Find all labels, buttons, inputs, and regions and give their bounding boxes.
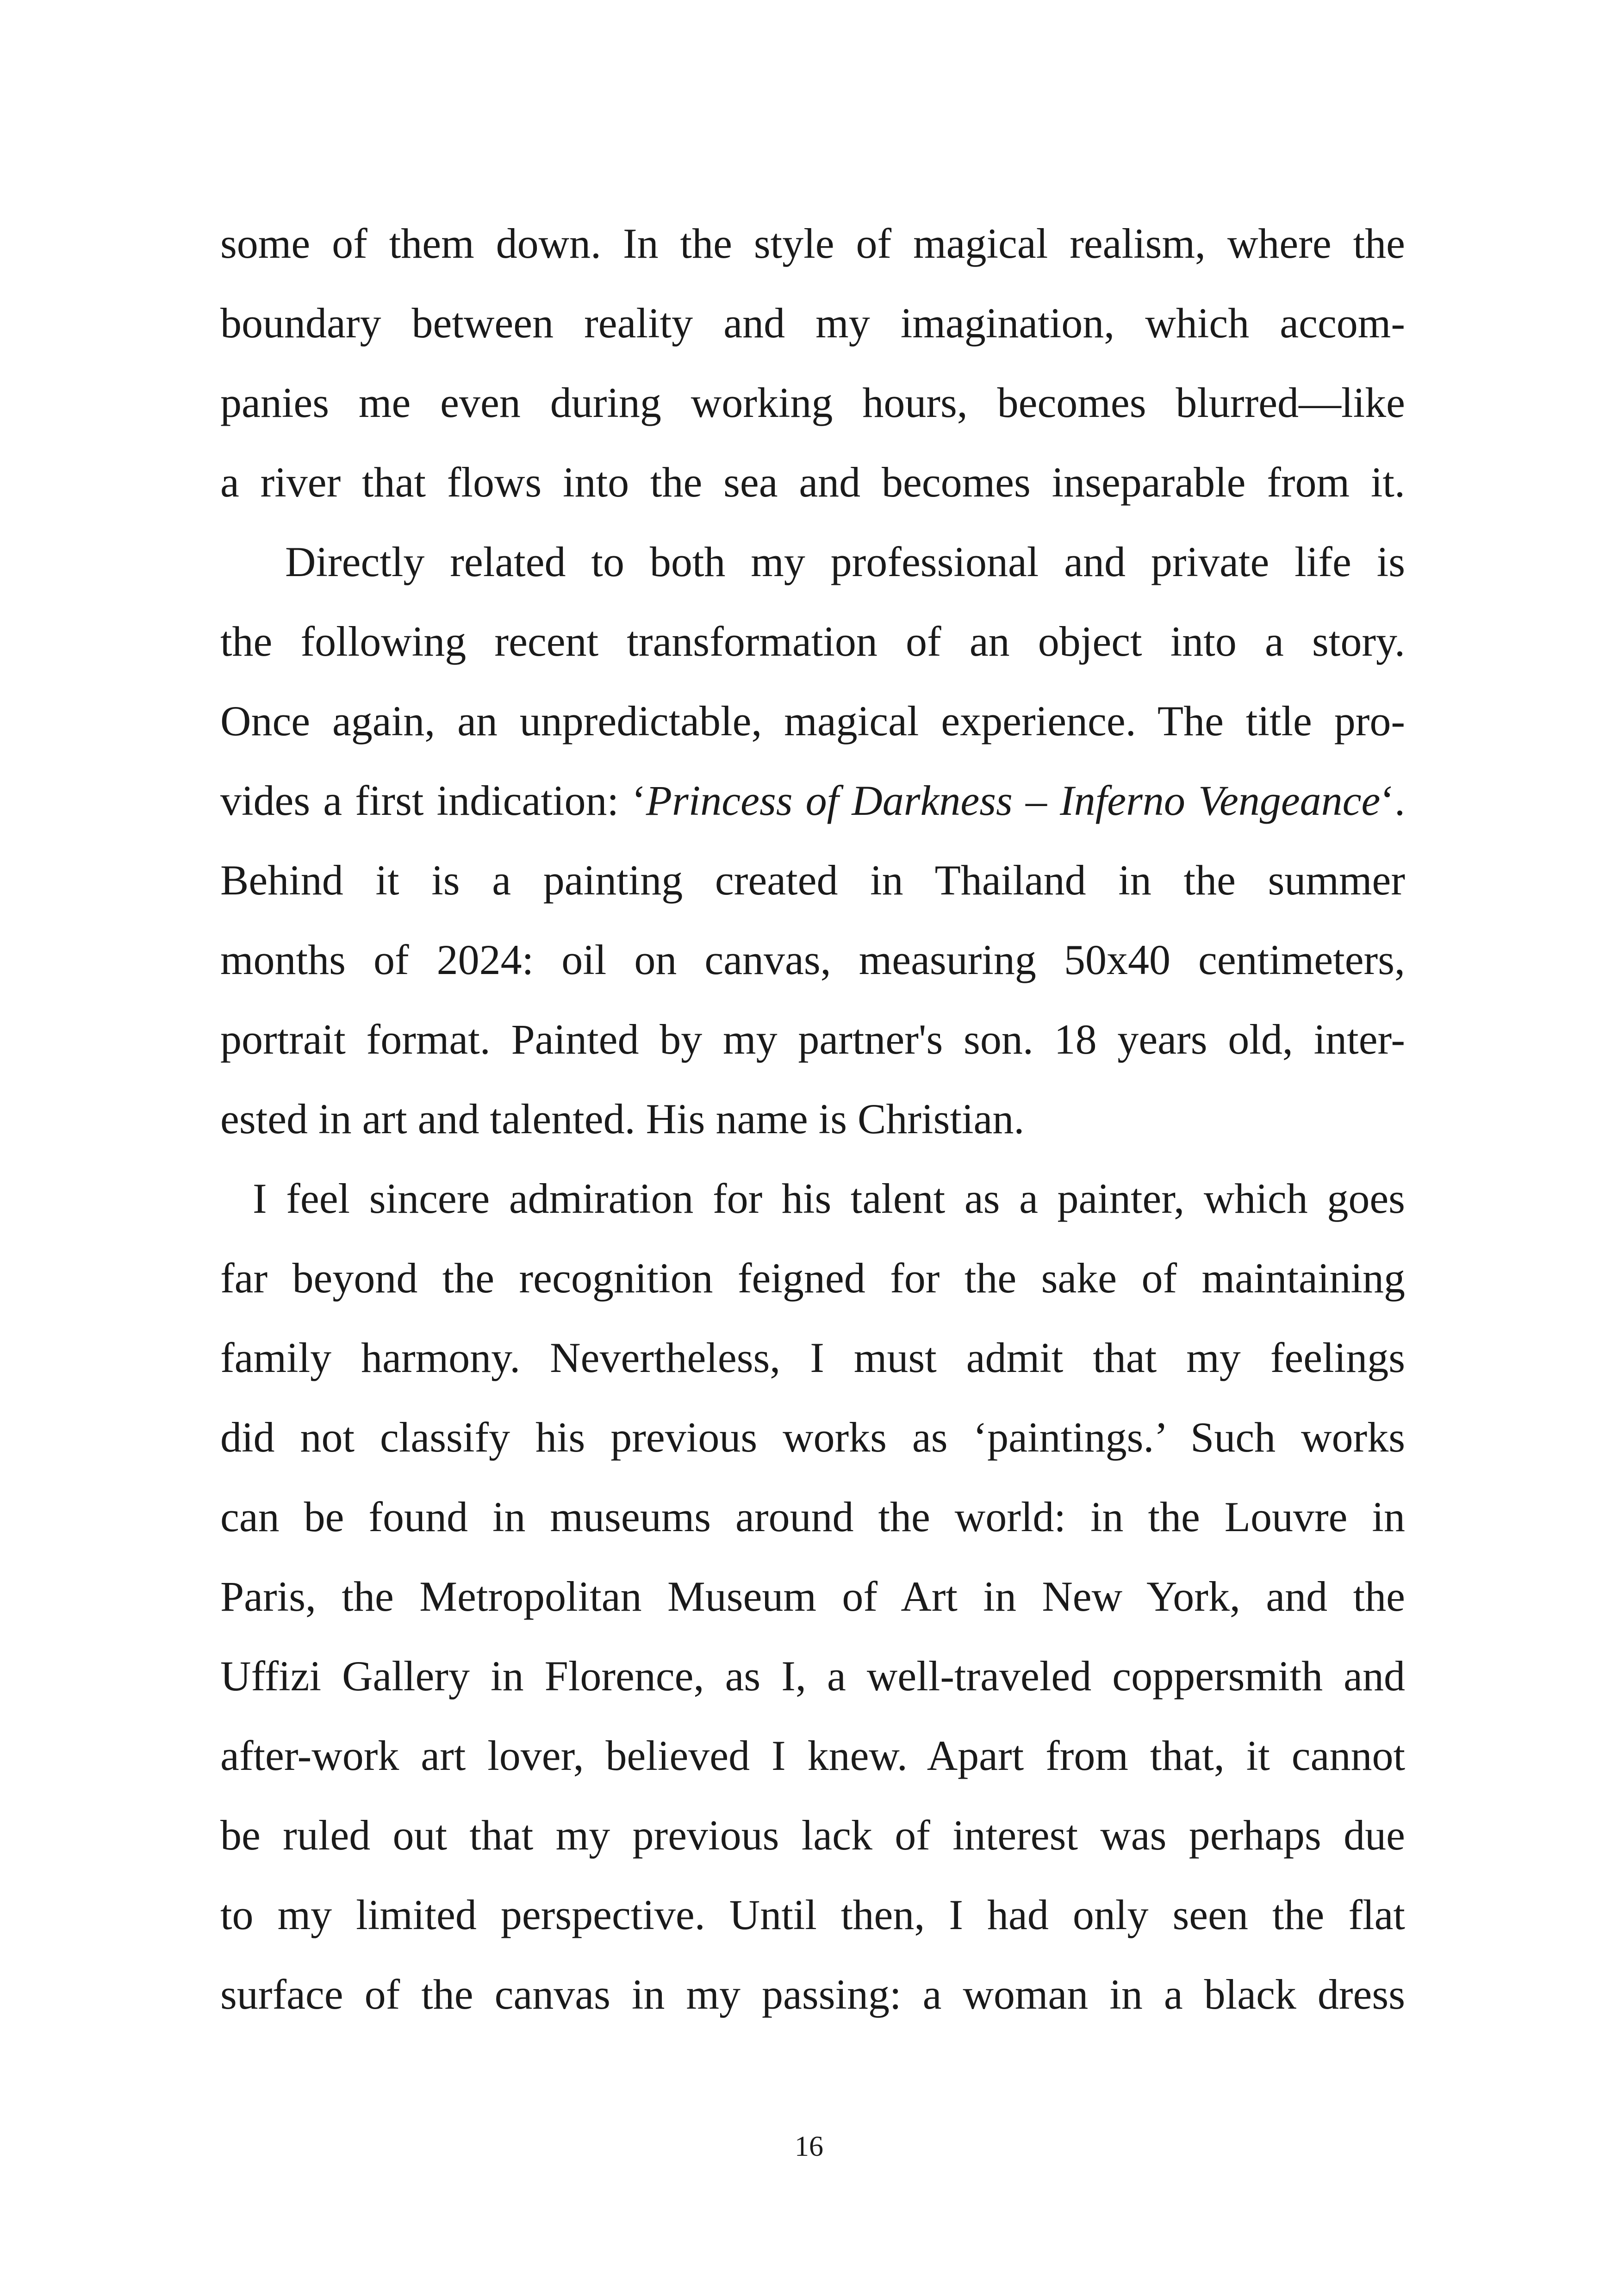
text-line: after-work art lover, believed I knew. Apart from that, it cannot (220, 1732, 1405, 1779)
text-line: a river that flows into the sea and becomes inseparable from it. (220, 459, 1405, 506)
text-line: ested in art and talented. His name is Christian. (220, 1095, 1025, 1142)
text-line: far beyond the recognition feigned for the sake of maintaining (220, 1254, 1405, 1302)
text-line: Behind it is a painting created in Thailand in the summer (220, 856, 1405, 904)
text-line: to my limited perspective. Until then, I had only seen the flat (220, 1891, 1405, 1938)
text-line: surface of the canvas in my passing: a woman in a black dress (220, 1971, 1405, 2018)
paragraph-2 (220, 522, 1405, 1159)
page-number: 16 (795, 2131, 823, 2162)
body-text (220, 204, 1405, 2034)
text-line: panies me even during working hours, becomes blurred—like (220, 379, 1405, 426)
text-line: Directly related to both my professional and private life is (285, 538, 1405, 585)
paragraph-3 (220, 1159, 1405, 2034)
text-line: portrait format. Painted by my partner's son. 18 years old, inter- (220, 1016, 1405, 1063)
text-line: months of 2024: oil on canvas, measuring 50x40 centimeters, (220, 936, 1405, 983)
paragraph-1 (220, 204, 1405, 522)
text-line: Once again, an unpredictable, magical experience. The title pro- (220, 697, 1405, 745)
text-line: the following recent transformation of an object into a story. (220, 618, 1405, 665)
text-line: boundary between reality and my imagination, which accom- (220, 299, 1405, 347)
text-line-with-title (220, 761, 1405, 840)
text-line: be ruled out that my previous lack of interest was perhaps due (220, 1812, 1405, 1859)
text-line: family harmony. Nevertheless, I must admit that my feelings (220, 1334, 1405, 1381)
text-line: Paris, the Metropolitan Museum of Art in New York, and the (220, 1573, 1405, 1620)
text-line: I feel sincere admiration for his talent as a painter, which goes (253, 1175, 1405, 1222)
text-segment: vides a first indication: ‘ (220, 777, 646, 824)
text-line: Uffizi Gallery in Florence, as I, a well-traveled coppersmith and (220, 1652, 1405, 1700)
italic-title: Princess of Darkness – Inferno Vengeance (646, 777, 1381, 824)
text-line: did not classify his previous works as ‘paintings.’ Such works (220, 1414, 1405, 1461)
text-line: some of them down. In the style of magical realism, where the (220, 220, 1405, 267)
text-line: can be found in museums around the world: in the Louvre in (220, 1493, 1405, 1540)
text-segment: ‘. (1380, 777, 1405, 824)
